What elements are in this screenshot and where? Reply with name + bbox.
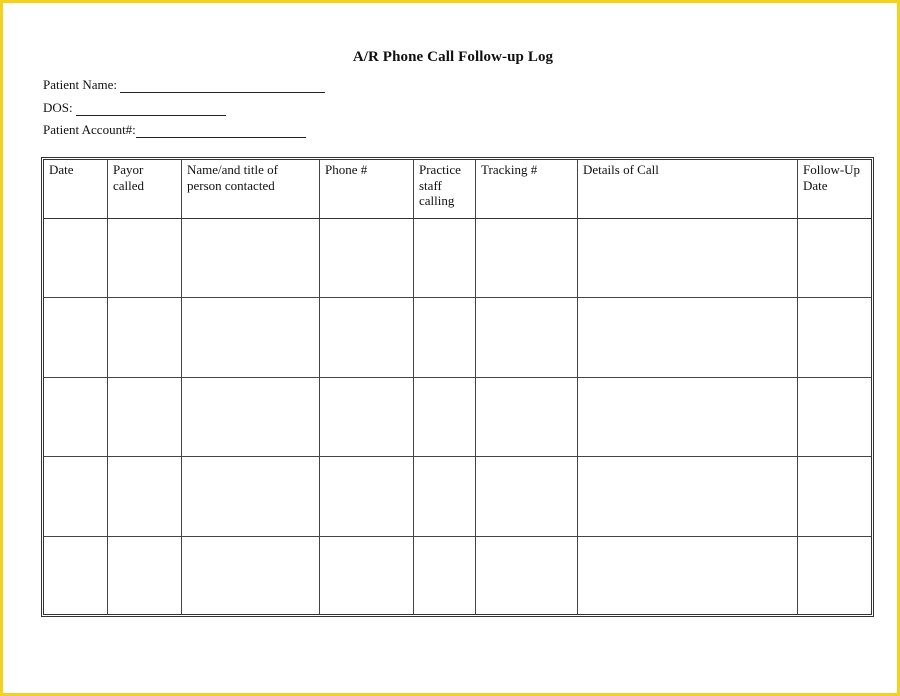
table-row: [44, 537, 871, 614]
table-cell[interactable]: [476, 219, 578, 298]
header-tracking: Tracking #: [476, 160, 578, 219]
patient-name-label: Patient Name:: [43, 77, 118, 92]
table-cell[interactable]: [578, 219, 798, 298]
table-cell[interactable]: [798, 378, 871, 457]
header-details: Details of Call: [578, 160, 798, 219]
table-cell[interactable]: [414, 219, 476, 298]
table-cell[interactable]: [578, 378, 798, 457]
table-cell[interactable]: [414, 378, 476, 457]
table-cell[interactable]: [414, 457, 476, 536]
dos-label: DOS:: [43, 100, 73, 115]
table-cell[interactable]: [44, 298, 108, 377]
header-payor-called: Payor called: [108, 160, 182, 219]
table-cell[interactable]: [798, 457, 871, 536]
table-cell[interactable]: [182, 298, 320, 377]
table-header-row: [44, 160, 871, 219]
table-cell[interactable]: [476, 378, 578, 457]
dos-blank-line[interactable]: [76, 103, 226, 116]
table-row: [44, 298, 871, 377]
patient-account-field: [43, 122, 306, 138]
header-phone: Phone #: [320, 160, 414, 219]
header-person-contacted: Name/and title of person contacted: [182, 160, 320, 219]
table-cell[interactable]: [320, 378, 414, 457]
table-cell[interactable]: [182, 537, 320, 614]
document-title: A/R Phone Call Follow-up Log: [352, 49, 554, 65]
patient-name-blank-line[interactable]: [120, 80, 325, 93]
table-row: [44, 378, 871, 457]
table-cell[interactable]: [320, 537, 414, 614]
call-log-table: [41, 157, 874, 617]
table-cell[interactable]: [44, 378, 108, 457]
patient-account-blank-line[interactable]: [136, 125, 306, 138]
table-cell[interactable]: [108, 298, 182, 377]
table-cell[interactable]: [476, 457, 578, 536]
table-cell[interactable]: [798, 298, 871, 377]
header-date: Date: [44, 160, 108, 219]
header-follow-up-date: Follow-Up Date: [798, 160, 871, 219]
table-cell[interactable]: [44, 537, 108, 614]
dos-field: [43, 100, 226, 116]
table-cell[interactable]: [44, 457, 108, 536]
table-cell[interactable]: [320, 219, 414, 298]
table-cell[interactable]: [578, 298, 798, 377]
table-cell[interactable]: [798, 537, 871, 614]
table-cell[interactable]: [182, 457, 320, 536]
table-cell[interactable]: [476, 298, 578, 377]
table-cell[interactable]: [320, 457, 414, 536]
table-cell[interactable]: [108, 457, 182, 536]
table-row: [44, 219, 871, 298]
table-cell[interactable]: [414, 537, 476, 614]
table-cell[interactable]: [320, 298, 414, 377]
table-cell[interactable]: [798, 219, 871, 298]
header-practice-staff: Practice staff calling: [414, 160, 476, 219]
table-cell[interactable]: [578, 457, 798, 536]
table-cell[interactable]: [108, 537, 182, 614]
table-cell[interactable]: [182, 219, 320, 298]
table-row: [44, 457, 871, 536]
table-cell[interactable]: [578, 537, 798, 614]
table-cell[interactable]: [108, 219, 182, 298]
table-cell[interactable]: [44, 219, 108, 298]
patient-account-label: Patient Account#:: [43, 122, 136, 137]
table-cell[interactable]: [476, 537, 578, 614]
table-body: [44, 219, 871, 614]
table-cell[interactable]: [182, 378, 320, 457]
table-cell[interactable]: [108, 378, 182, 457]
table-cell[interactable]: [414, 298, 476, 377]
patient-name-field: [43, 77, 325, 93]
